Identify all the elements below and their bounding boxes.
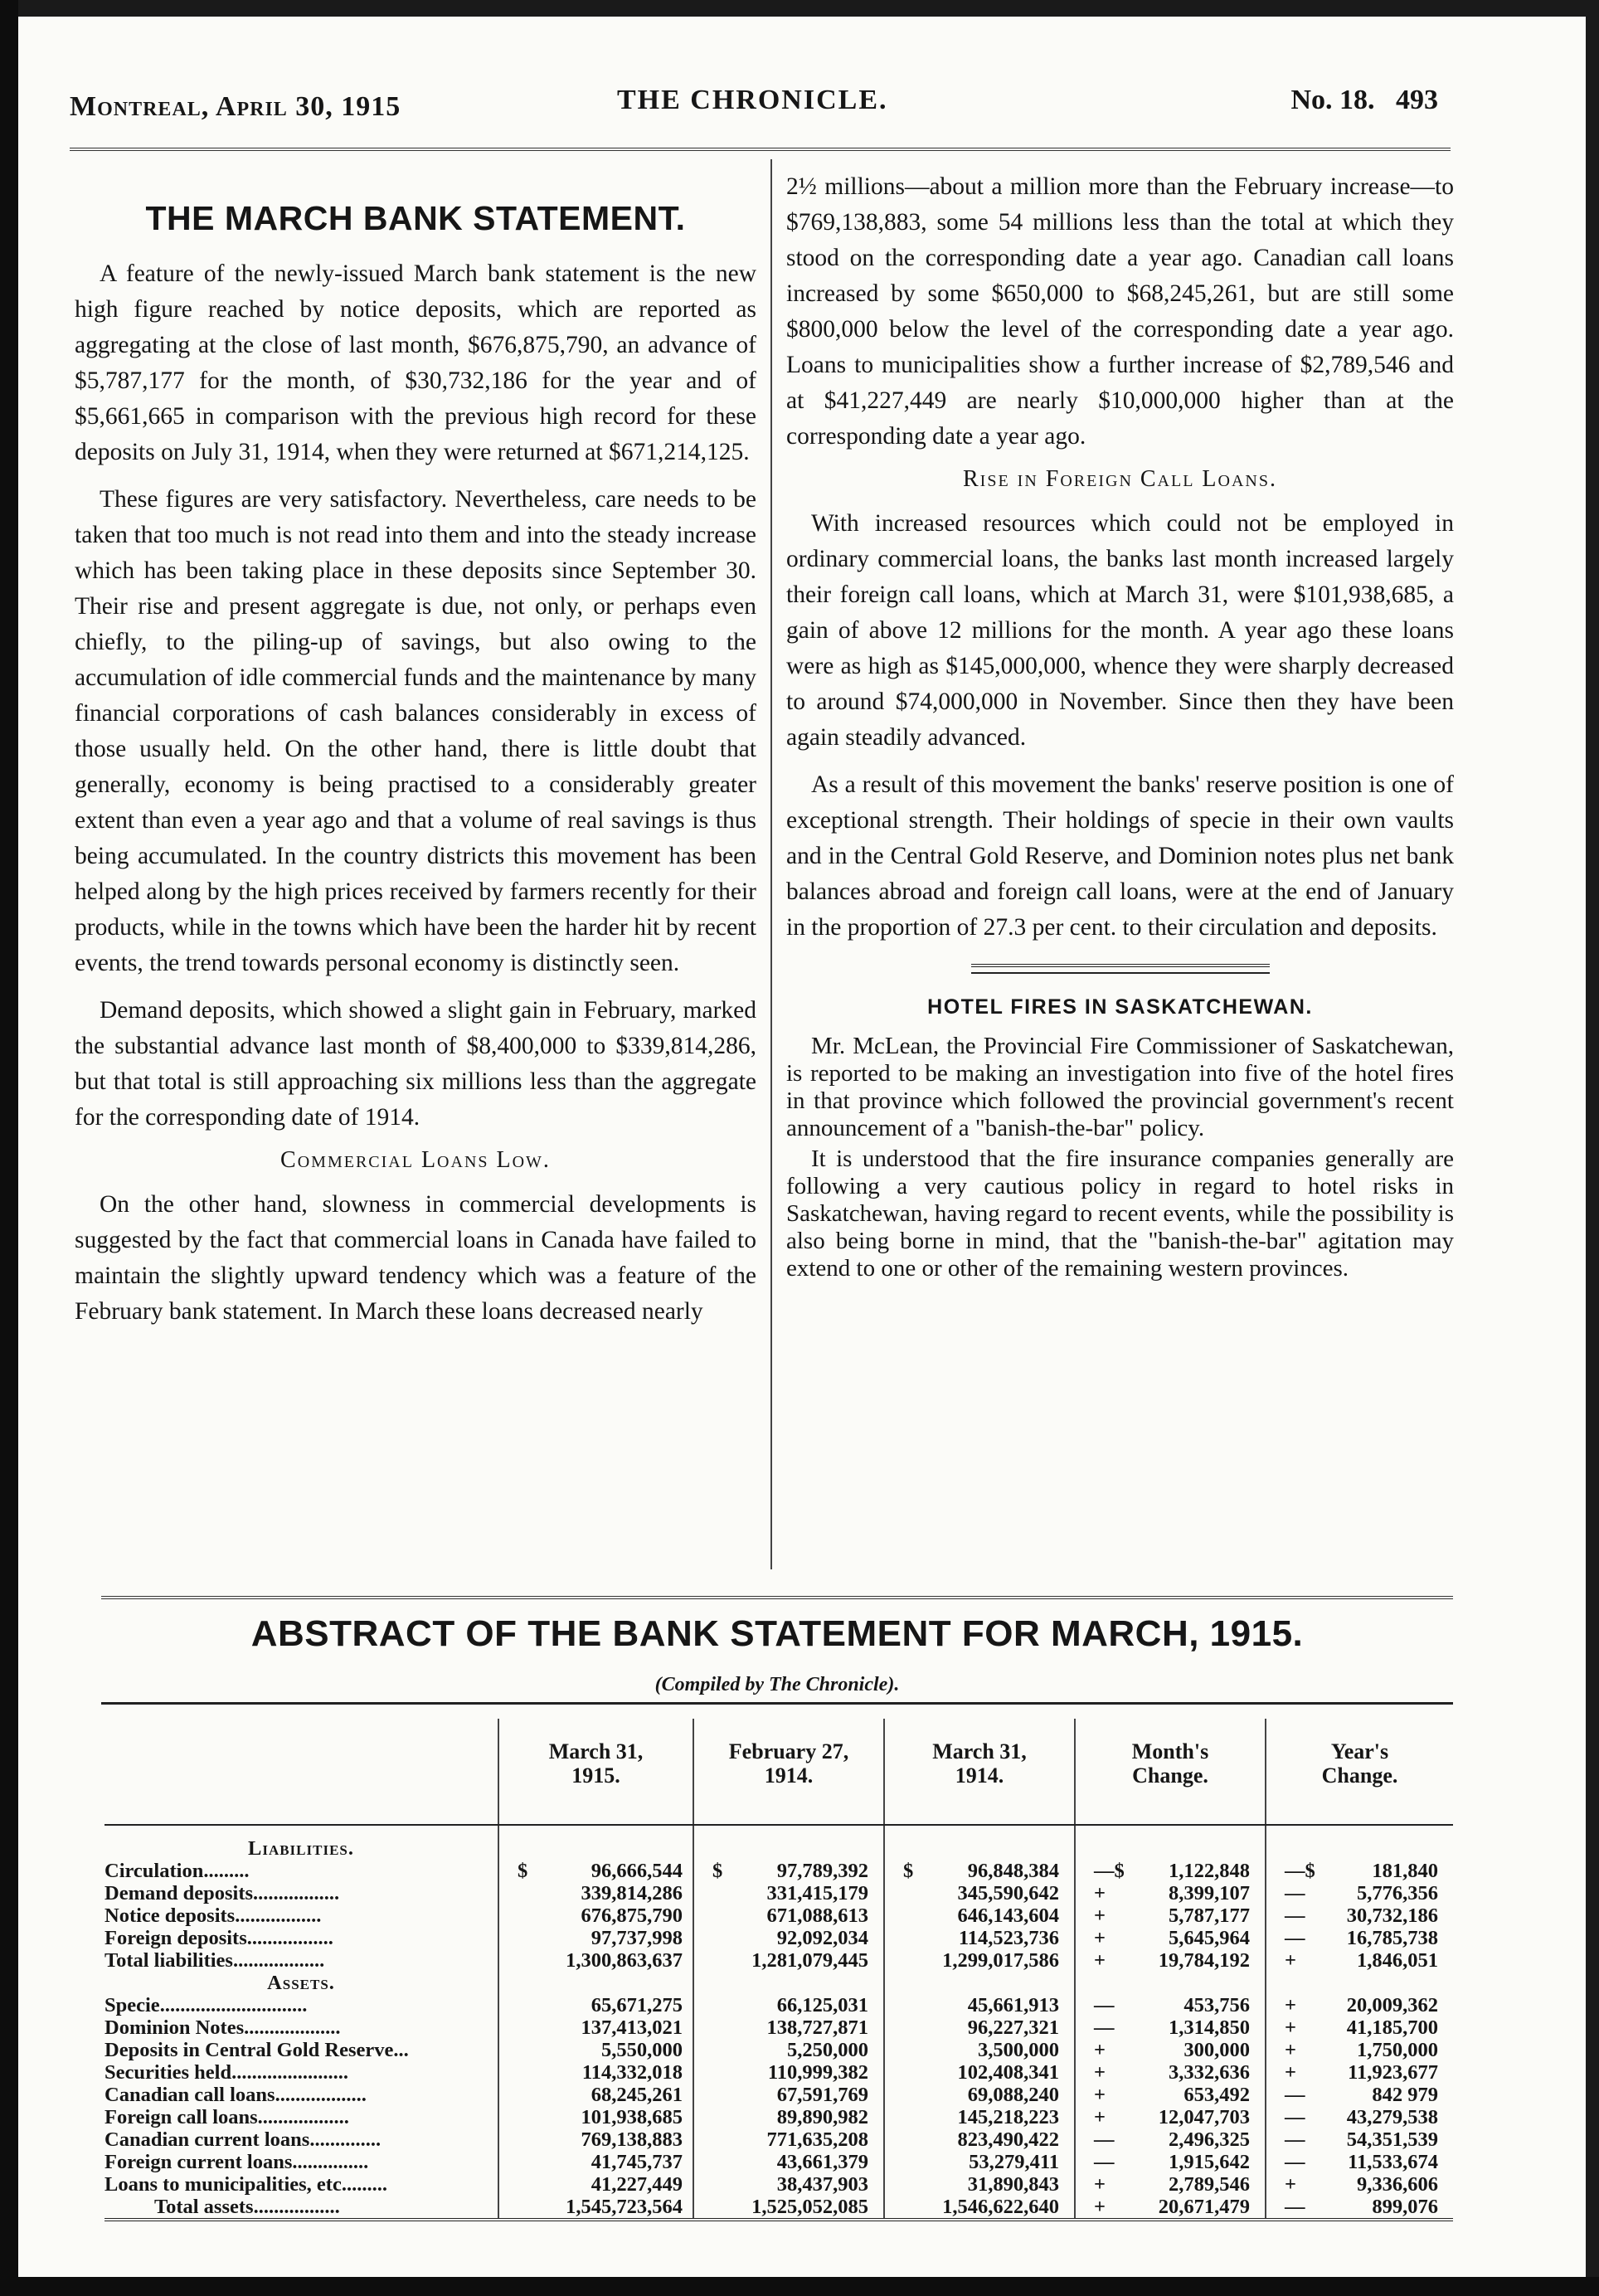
year-change — [1266, 1882, 1453, 1904]
table-row — [104, 2016, 1453, 2039]
row-label-text: Specie — [104, 1994, 160, 2016]
row-label-text: Notice deposits — [104, 1904, 236, 1927]
leader-dots: .................. — [275, 2084, 367, 2106]
value-feb-1914 — [693, 2173, 884, 2196]
table-row — [104, 2106, 1453, 2128]
table-header-row — [104, 1719, 1453, 1825]
left-column — [75, 158, 756, 1341]
year-change — [1266, 2128, 1453, 2151]
change-sign: — — [1285, 2084, 1305, 2106]
change-sign: — — [1094, 1994, 1115, 2016]
value-feb-1914-value: 38,437,903 — [776, 2173, 868, 2196]
value-feb-1914 — [693, 1882, 884, 1904]
table-row — [104, 1860, 1453, 1882]
change-sign: — — [1285, 1927, 1305, 1949]
table-top-rule — [101, 1702, 1453, 1705]
month-change-value: 12,047,703 — [1158, 2106, 1250, 2128]
value-march-1915-value: 769,138,883 — [581, 2128, 683, 2151]
value-march-1915-value: 676,875,790 — [581, 1904, 683, 1927]
year-change — [1266, 1994, 1453, 2016]
value-march-1915-value: 96,666,544 — [591, 1860, 683, 1882]
issue-number: No. 18. — [1290, 85, 1375, 115]
value-march-1914 — [884, 2016, 1075, 2039]
month-change-value: 19,784,192 — [1158, 1949, 1250, 1972]
article-title: THE MARCH BANK STATEMENT. — [145, 199, 686, 237]
article-title: HOTEL FIRES IN SASKATCHEWAN. — [927, 995, 1313, 1019]
row-label — [104, 2196, 498, 2220]
row-label-text: Foreign call loans — [104, 2106, 258, 2128]
leader-dots: ... — [393, 2039, 409, 2061]
paragraph: It is understood that the fire insurance companies generally are following a very cautious policy in regard to hotel risks in Saskatchewan, having regard to recent events, while the possibility is also being borne in mind, that the "banish-the-bar" agitation may extend to one or other of the remaining western provinces. — [786, 1146, 1454, 1282]
change-sign: + — [1285, 2173, 1296, 2196]
value-march-1914-value: 3,500,000 — [978, 2039, 1059, 2061]
value-feb-1914-value: 66,125,031 — [776, 1994, 868, 2016]
month-change — [1075, 2084, 1266, 2106]
year-change — [1266, 2151, 1453, 2173]
value-march-1914 — [884, 1994, 1075, 2016]
change-sign: — — [1285, 2106, 1305, 2128]
paragraph: These figures are very satisfactory. Nevertheless, care needs to be taken that too much is not read into them and into the steady increase which has been taking place in these deposits since September 30. Their rise and present aggregate is due, not only, or perhaps even chiefly, to the piling-up of savings, but also owing to the accumulation of idle commercial funds and the maintenance by many financial corporations of cash balances considerably in excess of those usually held. On the other hand, there is little doubt that generally, economy is being practised to a considerably greater extent than even a year ago and that a volume of real savings is thus being accumulated. In the country districts this movement has been helped along by the high prices received by farmers recently for their products, while in the towns which have been the harder hit by recent events, the trend towards personal economy is distinctly seen. — [75, 486, 756, 976]
value-march-1915 — [498, 1949, 693, 1972]
year-change — [1266, 2016, 1453, 2039]
section-label: Assets. — [267, 1972, 335, 1994]
value-feb-1914 — [693, 2016, 884, 2039]
value-march-1915-value: 68,245,261 — [591, 2084, 683, 2106]
change-sign: — — [1285, 1904, 1305, 1927]
value-march-1914 — [884, 1927, 1075, 1949]
value-march-1914-value: 1,546,622,640 — [942, 2196, 1059, 2218]
year-change-value: 54,351,539 — [1346, 2128, 1438, 2151]
change-sign: — — [1094, 2016, 1115, 2039]
value-march-1914-value: 53,279,411 — [969, 2151, 1059, 2173]
value-march-1914-value: 1,299,017,586 — [942, 1949, 1059, 1972]
value-feb-1914 — [693, 2084, 884, 2106]
value-march-1915-value: 5,550,000 — [601, 2039, 683, 2061]
change-sign: + — [1094, 2039, 1106, 2061]
value-march-1915 — [498, 1927, 693, 1949]
row-label-text: Foreign deposits — [104, 1927, 247, 1949]
year-change-value: 11,533,674 — [1348, 2151, 1438, 2173]
month-change — [1075, 2061, 1266, 2084]
value-march-1915-value: 101,938,685 — [581, 2106, 683, 2128]
value-feb-1914-value: 671,088,613 — [766, 1904, 868, 1927]
leader-dots: ................. — [235, 1904, 322, 1927]
value-feb-1914-value: 5,250,000 — [787, 2039, 868, 2061]
column-header — [498, 1719, 693, 1825]
value-feb-1914 — [693, 2061, 884, 2084]
dollar-sign: $ — [518, 1860, 528, 1882]
year-change — [1266, 1927, 1453, 1949]
value-march-1914 — [884, 2173, 1075, 2196]
section-row — [104, 1972, 1453, 1994]
month-change — [1075, 2128, 1266, 2151]
value-feb-1914 — [693, 2039, 884, 2061]
month-change — [1075, 2039, 1266, 2061]
leader-dots: ................. — [253, 1882, 340, 1904]
value-feb-1914-value: 138,727,871 — [766, 2016, 868, 2039]
value-march-1914 — [884, 2106, 1075, 2128]
column-header-text: March 31, 1915. — [548, 1739, 644, 1788]
value-feb-1914-value: 92,092,034 — [776, 1927, 868, 1949]
row-label — [104, 2016, 498, 2039]
row-label — [104, 1882, 498, 1904]
change-sign: + — [1094, 1927, 1106, 1949]
column-divider — [770, 159, 772, 1569]
year-change-value: 181,840 — [1372, 1860, 1438, 1882]
column-header — [1266, 1719, 1453, 1825]
paragraph: As a result of this movement the banks' reserve position is one of exceptional strength. Their holdings of specie in their own vaults and in the Central Gold Reserve, and Dominion notes plus net bank balances abroad and foreign call loans, were at the end of January in the proportion of 27.3 per cent. to their circulation and deposits. — [786, 771, 1454, 941]
value-march-1915-value: 1,300,863,637 — [566, 1949, 683, 1972]
change-sign: — — [1285, 2151, 1305, 2173]
value-march-1915 — [498, 1882, 693, 1904]
running-head — [70, 85, 1438, 126]
row-label-text: Demand deposits — [104, 1882, 254, 1904]
change-sign: + — [1285, 1994, 1296, 2016]
year-change-value: 20,009,362 — [1346, 1994, 1438, 2016]
table-row — [104, 2061, 1453, 2084]
year-change-value: 842 979 — [1372, 2084, 1438, 2106]
column-header — [1075, 1719, 1266, 1825]
year-change-value: 5,776,356 — [1357, 1882, 1438, 1904]
page-ref — [1290, 85, 1438, 116]
paragraph: A feature of the newly-issued March bank statement is the new high figure reached by notice deposits, which are reported as aggregating at the close of last month, $676,875,790, an advance of $5,787,177 for the month, of $30,732,186 for the year and of $5,661,665 in comparison with the previous high record for these deposits on July 31, 1914, when they were returned at $671,214,125. — [75, 260, 756, 465]
section-label: Liabilities. — [247, 1837, 355, 1860]
value-feb-1914 — [693, 1904, 884, 1927]
year-change-value: 16,785,738 — [1346, 1927, 1438, 1949]
leader-dots: ................. — [253, 2196, 340, 2218]
year-change-value: 41,185,700 — [1346, 2016, 1438, 2039]
change-sign: —$ — [1285, 1860, 1315, 1882]
change-sign: + — [1094, 2173, 1106, 2196]
value-march-1914-value: 45,661,913 — [967, 1994, 1059, 2016]
change-sign: —$ — [1094, 1860, 1125, 1882]
month-change — [1075, 1994, 1266, 2016]
month-change — [1075, 2196, 1266, 2220]
value-march-1915 — [498, 1994, 693, 2016]
paragraph-continued: 2½ millions—about a million more than the February increase—to $769,138,883, some 54 millions less than the total at which they stood on the corresponding date a year ago. Canadian call loans increased by some $650,000 to $68,245,261, but are still some $800,000 below the level of the corresponding date a year ago. Loans to municipalities show a further increase of $2,789,546 and at $41,227,449 are nearly $10,000,000 higher than at the corresponding date a year ago. — [786, 173, 1454, 450]
month-change — [1075, 1927, 1266, 1949]
change-sign: — — [1285, 2196, 1305, 2218]
value-march-1915 — [498, 2128, 693, 2151]
month-change — [1075, 2016, 1266, 2039]
column-header — [884, 1719, 1075, 1825]
year-change-value: 899,076 — [1372, 2196, 1438, 2218]
value-feb-1914-value: 331,415,179 — [766, 1882, 868, 1904]
value-march-1914-value: 646,143,604 — [957, 1904, 1059, 1927]
value-feb-1914 — [693, 1860, 884, 1882]
value-march-1915 — [498, 1904, 693, 1927]
value-march-1915 — [498, 2016, 693, 2039]
table-row — [104, 2128, 1453, 2151]
row-label-text: Deposits in Central Gold Reserve — [104, 2039, 394, 2061]
value-march-1914-value: 823,490,422 — [957, 2128, 1059, 2151]
row-label — [104, 2084, 498, 2106]
value-march-1914 — [884, 2084, 1075, 2106]
value-march-1915 — [498, 2173, 693, 2196]
value-march-1914-value: 145,218,223 — [957, 2106, 1059, 2128]
year-change — [1266, 1949, 1453, 1972]
column-header — [693, 1719, 884, 1825]
value-march-1914-value: 345,590,642 — [957, 1882, 1059, 1904]
column-header-text: February 27, 1914. — [728, 1739, 849, 1788]
month-change-value: 300,000 — [1183, 2039, 1250, 2061]
abstract-table — [104, 1719, 1453, 2221]
leader-dots: ............... — [292, 2151, 369, 2173]
value-march-1915 — [498, 2151, 693, 2173]
month-change-value: 653,492 — [1183, 2084, 1250, 2106]
value-feb-1914-value: 1,525,052,085 — [751, 2196, 868, 2218]
table-row — [104, 2084, 1453, 2106]
newspaper-page — [18, 17, 1586, 2277]
value-march-1915 — [498, 2039, 693, 2061]
value-march-1915 — [498, 2196, 693, 2220]
month-change-value: 2,789,546 — [1169, 2173, 1250, 2196]
month-change-value: 2,496,325 — [1169, 2128, 1250, 2151]
value-feb-1914-value: 89,890,982 — [776, 2106, 868, 2128]
leader-dots: ......... — [203, 1860, 250, 1882]
row-label — [104, 2151, 498, 2173]
year-change — [1266, 2061, 1453, 2084]
value-march-1915-value: 114,332,018 — [581, 2061, 683, 2084]
leader-dots: ................. — [246, 1927, 333, 1949]
section-row — [104, 1837, 1453, 1860]
year-change — [1266, 2084, 1453, 2106]
value-march-1914 — [884, 1860, 1075, 1882]
year-change — [1266, 2196, 1453, 2220]
value-feb-1914 — [693, 1994, 884, 2016]
subheading: Rise in Foreign Call Loans. — [962, 466, 1277, 492]
leader-dots: ........ — [346, 2173, 387, 2196]
month-change — [1075, 2106, 1266, 2128]
value-feb-1914-value: 110,999,382 — [767, 2061, 868, 2084]
month-change — [1075, 1949, 1266, 1972]
month-change — [1075, 1882, 1266, 1904]
value-march-1914 — [884, 1882, 1075, 1904]
month-change-value: 8,399,107 — [1169, 1882, 1250, 1904]
month-change — [1075, 1904, 1266, 1927]
month-change — [1075, 2151, 1266, 2173]
value-march-1915-value: 1,545,723,564 — [566, 2196, 683, 2218]
row-label-text: Canadian current loans — [104, 2128, 310, 2151]
change-sign: — — [1094, 2128, 1115, 2151]
value-march-1915-value: 41,745,737 — [591, 2151, 683, 2173]
value-march-1914 — [884, 1949, 1075, 1972]
header-rule — [70, 148, 1451, 151]
change-sign: + — [1094, 2084, 1106, 2106]
table-row — [104, 1882, 1453, 1904]
year-change-value: 1,750,000 — [1357, 2039, 1438, 2061]
page-number: 493 — [1396, 85, 1438, 115]
value-feb-1914 — [693, 2106, 884, 2128]
year-change — [1266, 1904, 1453, 1927]
year-change — [1266, 1860, 1453, 1882]
subheading: Commercial Loans Low. — [280, 1147, 551, 1173]
change-sign: — — [1285, 2128, 1305, 2151]
scan-edge-left — [0, 0, 18, 2296]
year-change-value: 11,923,677 — [1348, 2061, 1438, 2084]
month-change-value: 1,122,848 — [1169, 1860, 1250, 1882]
value-feb-1914-value: 771,635,208 — [766, 2128, 868, 2151]
column-header-blank — [104, 1719, 498, 1825]
value-march-1915-value: 339,814,286 — [581, 1882, 683, 1904]
value-march-1915-value: 41,227,449 — [591, 2173, 683, 2196]
change-sign: + — [1094, 2196, 1106, 2218]
value-march-1915 — [498, 1860, 693, 1882]
row-label-text: Canadian call loans — [104, 2084, 275, 2106]
change-sign: + — [1285, 2039, 1296, 2061]
table-row — [104, 2196, 1453, 2220]
month-change-value: 453,756 — [1183, 1994, 1250, 2016]
change-sign: + — [1285, 2061, 1296, 2084]
row-label — [104, 2061, 498, 2084]
row-label — [104, 1927, 498, 1949]
leader-dots: .............. — [309, 2128, 382, 2151]
scan-edge-bottom — [0, 2277, 1599, 2296]
table-row — [104, 1949, 1453, 1972]
change-sign: + — [1094, 2061, 1106, 2084]
month-change-value: 5,787,177 — [1169, 1904, 1250, 1927]
change-sign: + — [1094, 1904, 1106, 1927]
value-feb-1914 — [693, 2196, 884, 2220]
value-feb-1914 — [693, 1949, 884, 1972]
column-header-text: Year's Change. — [1321, 1739, 1398, 1788]
value-march-1915 — [498, 2061, 693, 2084]
value-feb-1914 — [693, 1927, 884, 1949]
table-row — [104, 2173, 1453, 2196]
table-row — [104, 2039, 1453, 2061]
year-change — [1266, 2039, 1453, 2061]
paragraph: On the other hand, slowness in commercial developments is suggested by the fact that commercial loans in Canada have failed to maintain the slightly upward tendency which was a feature of the February bank statement. In March these loans decreased nearly — [75, 1191, 756, 1325]
change-sign: + — [1285, 2016, 1296, 2039]
month-change-value: 20,671,479 — [1158, 2196, 1250, 2218]
year-change-value: 30,732,186 — [1346, 1904, 1438, 1927]
value-march-1914-value: 114,523,736 — [958, 1927, 1059, 1949]
value-march-1914 — [884, 2061, 1075, 2084]
value-march-1914 — [884, 1904, 1075, 1927]
row-label-text: Foreign current loans — [104, 2151, 293, 2173]
publication-title: THE CHRONICLE. — [617, 85, 888, 115]
value-feb-1914-value: 43,661,379 — [776, 2151, 868, 2173]
month-change-value: 1,314,850 — [1169, 2016, 1250, 2039]
leader-dots: ....................... — [231, 2061, 348, 2084]
leader-dots: .................. — [257, 2106, 349, 2128]
value-march-1914-value: 102,408,341 — [957, 2061, 1059, 2084]
row-label-text: Total liabilities — [104, 1949, 233, 1972]
row-label — [104, 2039, 498, 2061]
leader-dots: ................... — [244, 2016, 341, 2039]
month-change-value: 1,915,642 — [1169, 2151, 1250, 2173]
year-change-value: 1,846,051 — [1357, 1949, 1438, 1972]
row-label-text: Securities held — [104, 2061, 232, 2084]
month-change — [1075, 1860, 1266, 1882]
table-row — [104, 1904, 1453, 1927]
table-row — [104, 2151, 1453, 2173]
table-subtitle: (Compiled by The Chronicle). — [654, 1674, 900, 1695]
dollar-sign: $ — [903, 1860, 914, 1882]
value-march-1915 — [498, 2106, 693, 2128]
leader-dots: .................. — [232, 1949, 325, 1972]
value-march-1914-value: 31,890,843 — [967, 2173, 1059, 2196]
spacer-row — [104, 1825, 1453, 1837]
leader-dots: ............................. — [159, 1994, 308, 2016]
row-label-text: Circulation — [104, 1860, 204, 1882]
row-label-text: Total assets — [154, 2196, 254, 2218]
paragraph: Mr. McLean, the Provincial Fire Commissioner of Saskatchewan, is reported to be making an investigation into five of the hotel fires in that province which followed the provincial government's recent announcement of a "banish-the-bar" policy. — [786, 1033, 1454, 1141]
year-change-value: 9,336,606 — [1357, 2173, 1438, 2196]
value-march-1914 — [884, 2128, 1075, 2151]
change-sign: — — [1285, 1882, 1305, 1904]
value-march-1914 — [884, 2151, 1075, 2173]
row-label — [104, 2106, 498, 2128]
row-label — [104, 2173, 498, 2196]
row-label — [104, 1994, 498, 2016]
row-label — [104, 1949, 498, 1972]
month-change-value: 3,332,636 — [1169, 2061, 1250, 2084]
value-march-1914 — [884, 2039, 1075, 2061]
value-march-1914 — [884, 2196, 1075, 2220]
column-header-text: Month's Change. — [1131, 1739, 1209, 1788]
value-march-1915-value: 65,671,275 — [591, 1994, 683, 2016]
value-march-1915-value: 137,413,021 — [581, 2016, 683, 2039]
change-sign: + — [1094, 2106, 1106, 2128]
change-sign: + — [1285, 1949, 1296, 1972]
paragraph: With increased resources which could not be employed in ordinary commercial loans, the banks last month increased largely their foreign call loans, which at March 31, were $101,938,685, a gain of above 12 millions for the month. A year ago these loans were as high as $145,000,000, whence they were sharply decreased to around $74,000,000 in November. Since then they have been again steadily advanced. — [786, 510, 1454, 751]
section-rule — [101, 1596, 1453, 1599]
change-sign: — — [1094, 2151, 1115, 2173]
row-label — [104, 1860, 498, 1882]
value-feb-1914-value: 1,281,079,445 — [751, 1949, 868, 1972]
column-header-text: March 31, 1914. — [932, 1739, 1027, 1788]
right-column — [786, 158, 1454, 1286]
table-title: ABSTRACT OF THE BANK STATEMENT FOR MARCH, 1915. — [250, 1613, 1304, 1654]
dateline: Montreal, April 30, 1915 — [70, 91, 401, 122]
year-change-value: 43,279,538 — [1346, 2106, 1438, 2128]
paragraph: Demand deposits, which showed a slight gain in February, marked the substantial advance last month of $8,400,000 to $339,814,286, but that total is still approaching six millions less than the aggregate for the corresponding date of 1914. — [75, 997, 756, 1131]
change-sign: + — [1094, 1949, 1106, 1972]
table-body — [104, 1825, 1453, 2220]
value-feb-1914-value: 97,789,392 — [776, 1860, 868, 1882]
year-change — [1266, 2173, 1453, 2196]
value-feb-1914-value: 67,591,769 — [776, 2084, 868, 2106]
article-separator — [971, 964, 1270, 974]
table-row — [104, 1994, 1453, 2016]
value-march-1915 — [498, 2084, 693, 2106]
value-feb-1914 — [693, 2128, 884, 2151]
row-label-text: Loans to municipalities, etc. — [104, 2173, 347, 2196]
table-row — [104, 1927, 1453, 1949]
year-change — [1266, 2106, 1453, 2128]
change-sign: + — [1094, 1882, 1106, 1904]
row-label — [104, 1904, 498, 1927]
value-march-1914-value: 69,088,240 — [967, 2084, 1059, 2106]
value-march-1915-value: 97,737,998 — [591, 1927, 683, 1949]
month-change-value: 5,645,964 — [1169, 1927, 1250, 1949]
row-label-text: Dominion Notes — [104, 2016, 245, 2039]
value-feb-1914 — [693, 2151, 884, 2173]
value-march-1914-value: 96,848,384 — [967, 1860, 1059, 1882]
dollar-sign: $ — [712, 1860, 723, 1882]
value-march-1914-value: 96,227,321 — [967, 2016, 1059, 2039]
row-label — [104, 2128, 498, 2151]
month-change — [1075, 2173, 1266, 2196]
